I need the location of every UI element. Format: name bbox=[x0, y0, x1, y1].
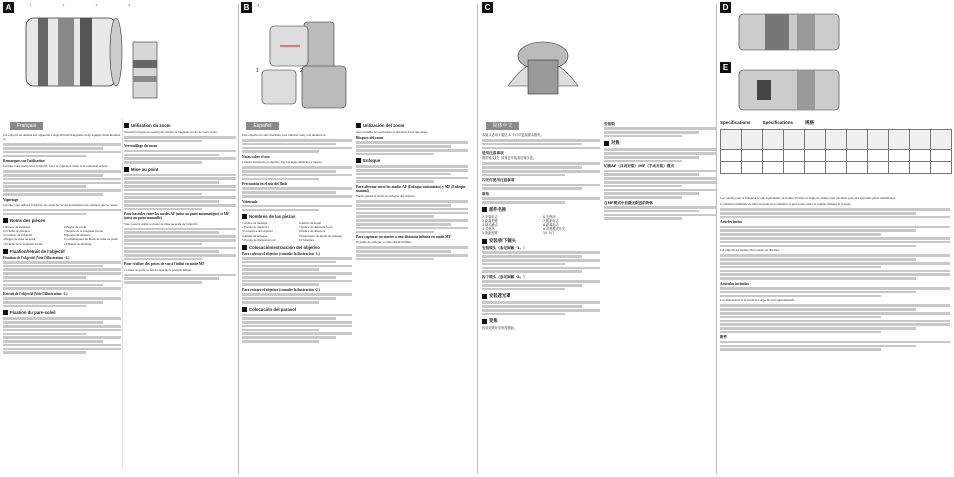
spec-titles bbox=[720, 120, 950, 126]
callout-4: 4 bbox=[128, 3, 130, 7]
es-enfoque-heading: Enfoque bbox=[356, 158, 468, 163]
es-infinito-heading: Para capturar un motivo a una distancia infinita en modo MF bbox=[356, 235, 451, 240]
spec-note-1: Les valeurs pour la longueur focale équivalente au format 35 mm et l'angle de champ sont calculées pour des appareils photo numériques. bbox=[720, 196, 896, 200]
es-bloqueo-heading: Bloqueo del zoom bbox=[356, 136, 384, 141]
es-zoom-heading: Utilización del zoom bbox=[356, 123, 468, 128]
es-parts-list bbox=[242, 221, 352, 241]
fr-pare-soleil-heading: Fixation du pare-soleil bbox=[3, 310, 121, 315]
zh-infinity-heading: 在MF模式中拍摄无限远的物体 bbox=[604, 200, 654, 205]
zh-column-2 bbox=[604, 120, 716, 221]
fr-zoom-heading: Utilisation du zoom bbox=[124, 123, 236, 128]
fr-remarques-body: Lorsque vous transportez l'objectif, fixez le capuchon avant et le capuchon arrière. bbox=[3, 164, 109, 169]
fr-part-7: 7 Repère de la longueur focale bbox=[64, 229, 104, 234]
es-column-1 bbox=[242, 133, 352, 344]
es-part-5: 5 Escala de distancia focal bbox=[242, 237, 276, 242]
fr-intro: Cet objectif est destiné aux appareils à objectif interchangeable Sony équipés d'une monture A. bbox=[3, 133, 121, 142]
es-colocacion-heading: Colocación/extracción del objetivo bbox=[242, 245, 352, 250]
es-notas-heading: Notas sobre el uso bbox=[242, 155, 270, 160]
zh-part-7: 7 焦距标志 bbox=[543, 218, 559, 223]
fr-column-2 bbox=[124, 120, 236, 285]
panel-label-e: E bbox=[720, 62, 731, 73]
zh-vignetting-heading: 暗角 bbox=[482, 192, 490, 197]
fr-basculer-heading: Pour basculer entre les modes AF (mise au point automatique) et MF (mise au point manuelle) bbox=[124, 212, 230, 221]
es-part-7: 7 Índice de distancia focal bbox=[299, 225, 333, 230]
spec-notes bbox=[720, 196, 950, 352]
zh-part-4: 4 对焦环 bbox=[482, 226, 495, 231]
spec-note-2: La distance minimale de mise au point est la distance la plus courte entre le capteur d'image et le sujet. bbox=[720, 202, 851, 207]
panel-label-d: D bbox=[720, 2, 731, 13]
tab-espanol: Español bbox=[246, 122, 279, 130]
zh-attach-heading: 安装/拆下镜头 bbox=[482, 238, 600, 244]
fr-fixation-sub: Fixation de l'objectif (Voir l'illustration -1.) bbox=[3, 255, 70, 260]
fr-retrait-sub: Retrait de l'objectif (Voir l'illustration -2.) bbox=[3, 291, 68, 296]
fr-part-1: 1 Repère de montage bbox=[3, 225, 30, 230]
fr-part-10: 10 Bague de montage bbox=[64, 241, 92, 246]
zh-part-5: 5 焦距刻度 bbox=[482, 231, 498, 236]
es-intro: Este objetivo ha sido diseñado para cámaras Sony con montura A. bbox=[242, 133, 327, 137]
zh-part-3: 3 镜头触点 bbox=[482, 222, 498, 227]
fr-vignetage-body: Lorsque vous utilisez l'objectif, les coins de l'écran deviennent plus sombres que le centre. bbox=[3, 202, 119, 207]
zh-notes-body: 携带镜头时，请务必安装前后镜头盖。 bbox=[482, 156, 537, 161]
fr-basculer-body: Vous pouvez régler le mode de mise au point de l'objectif. bbox=[124, 221, 198, 226]
zh-notes-heading: 使用注意事项 bbox=[482, 151, 504, 156]
es-notas-body: Cuando transporte el objetivo, fije las tapas delantera y trasera. bbox=[242, 160, 323, 165]
tab-francais: Français bbox=[10, 122, 43, 130]
fr-mise-au-point-heading: Mise au point bbox=[124, 167, 236, 172]
zh-part-10: 10 卡口 bbox=[543, 231, 555, 236]
es-precaucion-heading: Precaución en el uso del flash bbox=[242, 182, 287, 187]
lens-hood-illustration bbox=[488, 16, 598, 106]
callout-b-1: 1 bbox=[256, 68, 259, 74]
fr-part-6: 6 Bague de zoom bbox=[64, 225, 87, 230]
lens-mount-illustration-2 bbox=[252, 62, 352, 112]
es-part-4: 4 Anillo de enfoque bbox=[242, 233, 268, 238]
es-part-6: 6 Anillo de zoom bbox=[299, 221, 322, 226]
zh-zoom-body: 转动变焦环至所需焦距。 bbox=[482, 326, 518, 331]
zh-parts-list bbox=[482, 215, 600, 235]
es-extraer-sub: Para extraer el objetivo (consulte la ilustración -2.) bbox=[242, 288, 320, 293]
es-parasol-heading: Colocación del parasol bbox=[242, 307, 352, 312]
es-alternar-body: Puede ajustar el modo de enfoque del objetivo. bbox=[356, 194, 416, 199]
fr-infini-heading: Pour réaliser des prises de vue à l'infini en mode MF bbox=[124, 262, 205, 267]
zh-intro: 本镜头适用于索尼 A 卡口可更换镜头相机。 bbox=[482, 133, 544, 137]
spec-accessories-fr: Articles inclus bbox=[720, 220, 742, 225]
es-part-3: 3 Contactos del objetivo bbox=[242, 229, 274, 234]
panel-label-b: B bbox=[241, 2, 252, 13]
es-column-2 bbox=[356, 120, 468, 261]
es-part-9: 9 Interruptor de modo de enfoque bbox=[299, 233, 342, 238]
spec-accessories-zh: 附件 bbox=[720, 335, 728, 340]
callouts-top bbox=[30, 3, 130, 7]
zh-part-8: 8 距离标志 bbox=[543, 222, 559, 227]
zh-hood-heading: 安装遮光罩 bbox=[482, 293, 600, 299]
callout-3: 3 bbox=[95, 3, 98, 7]
fr-vignetage-heading: Vignetage bbox=[3, 197, 19, 202]
es-part-1: 1 Índice de montaje bbox=[242, 221, 268, 226]
zh-attach-sub: 安装镜头（参见图解 -1。） bbox=[482, 246, 527, 251]
es-colocar-sub: Para colocar el objetivo (consulte la ilustración -1.) bbox=[242, 251, 320, 256]
zh-switch-heading: 切换AF（自动对焦）/MF（手动对焦）模式 bbox=[604, 164, 675, 169]
spec-note-3: Cet objectif est équipé d'un codeur de distance. bbox=[720, 248, 781, 253]
zh-focus-heading: 对焦 bbox=[604, 140, 716, 146]
zh-column-1 bbox=[482, 133, 600, 332]
zh-lock-heading: 变焦锁 bbox=[604, 122, 615, 126]
panel-label-c: C bbox=[482, 2, 493, 13]
es-nombres-heading: Nombres de las piezas bbox=[242, 214, 352, 219]
callout-2: 2 bbox=[62, 3, 65, 7]
fr-noms-heading: Noms des pièces bbox=[3, 218, 121, 223]
zh-part-6: 6 变焦环 bbox=[543, 214, 556, 219]
fr-part-3: 3 Contacts de l'objectif bbox=[3, 233, 33, 238]
es-infinito-body: El punto de enfoque va más allá del infinito. bbox=[356, 240, 413, 245]
fr-remarques-heading: Remarques sur l'utilisation bbox=[3, 159, 45, 164]
zh-flash-heading: 闪光灯使用注意事项 bbox=[482, 178, 515, 183]
fr-part-9: 9 Commutateur du mode de mise au point bbox=[64, 237, 118, 242]
callout-1: 1 bbox=[30, 3, 32, 7]
es-part-2: 2 Escala de distancia bbox=[242, 225, 269, 230]
zh-zoom-heading: 变焦 bbox=[482, 318, 600, 324]
fr-verrou-heading: Verrouillage du zoom bbox=[124, 144, 157, 149]
panel-label-a: A bbox=[3, 2, 14, 13]
fr-part-5: 5 Échelle de la longueur focale bbox=[3, 241, 43, 246]
zh-part-2: 2 距离刻度 bbox=[482, 218, 498, 223]
fr-infini-body: La mise au point se fait au-delà de la position infinie. bbox=[124, 267, 192, 272]
lens-illustration-a bbox=[18, 10, 128, 98]
spec-title-fr: Spécifications bbox=[762, 120, 794, 125]
zh-remove-sub: 拆下镜头（参见图解 -2。） bbox=[482, 274, 527, 279]
spec-note-4: Les dimensions et le poids de l'objectif sont approximatifs. bbox=[720, 298, 796, 303]
b-callout-1: -1 bbox=[256, 3, 260, 8]
fr-parts-list bbox=[3, 225, 121, 245]
lens-switch-illustration bbox=[735, 64, 845, 116]
fr-zoom-body: Tournez la bague de zoom pour obtenir la longueur focale de votre choix. bbox=[124, 130, 218, 134]
zh-part-1: 1 安装标志 bbox=[482, 214, 498, 219]
fr-part-8: 8 Repère de distance bbox=[64, 233, 91, 238]
fr-column-1 bbox=[3, 133, 121, 355]
es-zoom-body: Gire el anillo de zoom hasta la distancia focal que desee. bbox=[356, 130, 429, 134]
fr-part-2: 2 Échelle de distance bbox=[3, 229, 30, 234]
lens-side-view bbox=[127, 40, 167, 102]
spec-title-en: Specifications bbox=[720, 120, 751, 125]
es-part-10: 10 Montura bbox=[299, 237, 314, 242]
es-vinetas-heading: Viñeteado bbox=[242, 199, 258, 204]
specifications-table bbox=[720, 129, 952, 174]
zh-parts-heading: 部件名称 bbox=[482, 207, 600, 213]
specifications-block bbox=[720, 120, 950, 129]
tab-chinese: 简体中文 bbox=[486, 122, 519, 130]
zh-part-9: 9 对焦模式开关 bbox=[543, 226, 566, 231]
fr-fixation-heading: Fixation/retrait de l'objectif bbox=[3, 249, 121, 254]
callout-b-2: 2 bbox=[300, 68, 303, 74]
es-alternar-heading: Para alternar entre los modos AF (Enfoque automático) y MF (Enfoque manual) bbox=[356, 185, 466, 194]
fr-part-4: 4 Bague de mise au point bbox=[3, 237, 36, 242]
es-part-8: 8 Índice de distancia bbox=[299, 229, 326, 234]
spec-title-zh: 规格 bbox=[805, 121, 815, 126]
lens-focus-illustration bbox=[735, 8, 845, 56]
spec-accessories-es: Artículos incluidos bbox=[720, 281, 749, 286]
